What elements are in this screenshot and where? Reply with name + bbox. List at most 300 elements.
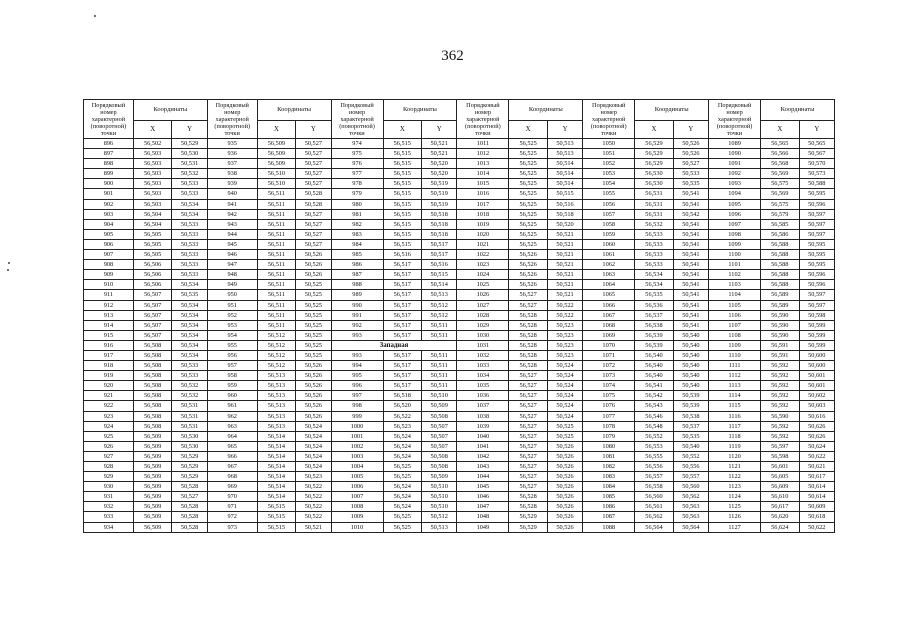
point-number: 986 bbox=[331, 260, 383, 270]
coord-x: 56,524 bbox=[383, 502, 421, 512]
coord-x: 56,523 bbox=[383, 421, 421, 431]
point-number: 1059 bbox=[583, 229, 635, 239]
point-number: 1047 bbox=[457, 502, 509, 512]
point-number: 1031 bbox=[457, 340, 509, 350]
point-number: 914 bbox=[84, 320, 134, 330]
point-number: 1099 bbox=[709, 239, 761, 249]
table-row bbox=[84, 361, 835, 371]
coord-y: 50,527 bbox=[296, 169, 331, 179]
coord-x: 56,586 bbox=[761, 229, 799, 239]
table-body bbox=[84, 139, 835, 533]
point-number: 1027 bbox=[457, 300, 509, 310]
coord-x: 56,590 bbox=[761, 330, 799, 340]
coord-x: 56,513 bbox=[257, 391, 295, 401]
coord-x: 56,517 bbox=[383, 320, 421, 330]
coord-x: 56,509 bbox=[133, 512, 171, 522]
coord-x: 56,513 bbox=[257, 401, 295, 411]
point-number: 1028 bbox=[457, 310, 509, 320]
point-number: 1121 bbox=[709, 462, 761, 472]
table-row bbox=[84, 290, 835, 300]
coord-x: 56,609 bbox=[761, 482, 799, 492]
point-number: 1011 bbox=[457, 139, 509, 149]
coord-y: 50,621 bbox=[799, 462, 834, 472]
scan-speck bbox=[94, 15, 96, 17]
y-header: Y bbox=[673, 121, 708, 139]
coord-x: 56,525 bbox=[383, 472, 421, 482]
point-number: 1045 bbox=[457, 482, 509, 492]
coord-y: 50,523 bbox=[547, 320, 582, 330]
table-row bbox=[84, 209, 835, 219]
coord-x: 56,517 bbox=[383, 371, 421, 381]
point-number: 951 bbox=[207, 300, 257, 310]
coord-y: 50,526 bbox=[547, 512, 582, 522]
coord-x: 56,508 bbox=[133, 350, 171, 360]
coord-x: 56,592 bbox=[761, 381, 799, 391]
point-number: 950 bbox=[207, 290, 257, 300]
coord-x: 56,511 bbox=[257, 280, 295, 290]
point-number: 1009 bbox=[331, 512, 383, 522]
coord-y: 50,523 bbox=[547, 330, 582, 340]
coord-x: 56,525 bbox=[509, 169, 547, 179]
point-number: 977 bbox=[331, 169, 383, 179]
coord-y: 50,522 bbox=[547, 300, 582, 310]
page-number: 362 bbox=[441, 48, 464, 64]
coord-y: 50,513 bbox=[422, 522, 457, 532]
coord-y: 50,521 bbox=[547, 290, 582, 300]
point-number: 934 bbox=[84, 522, 134, 532]
coord-x: 56,522 bbox=[383, 411, 421, 421]
coord-y: 50,541 bbox=[673, 290, 708, 300]
coord-y: 50,521 bbox=[547, 260, 582, 270]
coord-y: 50,563 bbox=[673, 512, 708, 522]
point-number: 940 bbox=[207, 189, 257, 199]
coord-y: 50,526 bbox=[296, 250, 331, 260]
coord-x: 56,532 bbox=[635, 219, 673, 229]
point-number: 1057 bbox=[583, 209, 635, 219]
coord-x: 56,509 bbox=[257, 149, 295, 159]
point-number: 985 bbox=[331, 250, 383, 260]
point-number: 1100 bbox=[709, 250, 761, 260]
point-number: 1018 bbox=[457, 209, 509, 219]
coord-y: 50,510 bbox=[422, 482, 457, 492]
coord-x: 56,598 bbox=[761, 451, 799, 461]
coord-x: 56,524 bbox=[383, 492, 421, 502]
coord-x: 56,517 bbox=[383, 330, 421, 340]
coord-x: 56,511 bbox=[257, 300, 295, 310]
point-number: 978 bbox=[331, 179, 383, 189]
point-number: 1085 bbox=[583, 492, 635, 502]
coord-y: 50,541 bbox=[673, 229, 708, 239]
coord-y: 50,596 bbox=[799, 280, 834, 290]
coord-y: 50,541 bbox=[673, 189, 708, 199]
coord-y: 50,521 bbox=[547, 250, 582, 260]
coord-y: 50,534 bbox=[172, 340, 207, 350]
coord-x: 56,511 bbox=[257, 290, 295, 300]
coord-y: 50,609 bbox=[799, 502, 834, 512]
coord-y: 50,524 bbox=[296, 431, 331, 441]
coord-x: 56,508 bbox=[133, 381, 171, 391]
point-number: 984 bbox=[331, 239, 383, 249]
point-number: 1074 bbox=[583, 381, 635, 391]
coord-x: 56,568 bbox=[761, 159, 799, 169]
point-number: 1087 bbox=[583, 512, 635, 522]
coord-y: 50,534 bbox=[172, 320, 207, 330]
coord-y: 50,528 bbox=[296, 199, 331, 209]
coord-y: 50,530 bbox=[172, 149, 207, 159]
table-row bbox=[84, 472, 835, 482]
coord-y: 50,599 bbox=[799, 330, 834, 340]
coord-y: 50,509 bbox=[422, 472, 457, 482]
coord-x: 56,588 bbox=[761, 260, 799, 270]
coord-y: 50,598 bbox=[799, 310, 834, 320]
point-number: 1086 bbox=[583, 502, 635, 512]
point-number: 1097 bbox=[709, 219, 761, 229]
coord-x: 56,561 bbox=[635, 502, 673, 512]
point-number: 1061 bbox=[583, 250, 635, 260]
point-number: 927 bbox=[84, 451, 134, 461]
coord-x: 56,538 bbox=[635, 320, 673, 330]
coord-y: 50,511 bbox=[422, 371, 457, 381]
coord-x: 56,509 bbox=[257, 159, 295, 169]
point-number: 1067 bbox=[583, 310, 635, 320]
coord-x: 56,517 bbox=[383, 381, 421, 391]
point-number: 1118 bbox=[709, 431, 761, 441]
coord-y: 50,529 bbox=[172, 139, 207, 149]
coord-y: 50,512 bbox=[422, 512, 457, 522]
point-number: 1069 bbox=[583, 330, 635, 340]
coord-y: 50,560 bbox=[673, 482, 708, 492]
coord-y: 50,529 bbox=[172, 451, 207, 461]
coord-y: 50,597 bbox=[799, 229, 834, 239]
point-number: 901 bbox=[84, 189, 134, 199]
coord-x: 56,526 bbox=[509, 280, 547, 290]
coord-y: 50,509 bbox=[422, 401, 457, 411]
coord-y: 50,570 bbox=[799, 159, 834, 169]
point-number: 930 bbox=[84, 482, 134, 492]
point-number: 956 bbox=[207, 350, 257, 360]
coord-y: 50,510 bbox=[422, 391, 457, 401]
point-number: 1073 bbox=[583, 371, 635, 381]
point-number: 919 bbox=[84, 371, 134, 381]
point-number: 1098 bbox=[709, 229, 761, 239]
point-number: 1019 bbox=[457, 219, 509, 229]
coordinates-header: Координаты bbox=[635, 100, 709, 121]
coord-x: 56,527 bbox=[509, 472, 547, 482]
point-number: 1022 bbox=[457, 250, 509, 260]
coord-x: 56,592 bbox=[761, 421, 799, 431]
point-number: 1093 bbox=[709, 179, 761, 189]
coord-y: 50,533 bbox=[172, 239, 207, 249]
point-number: 1090 bbox=[709, 149, 761, 159]
point-number: 969 bbox=[207, 482, 257, 492]
coord-x: 56,507 bbox=[133, 300, 171, 310]
coord-y: 50,528 bbox=[172, 512, 207, 522]
coord-y: 50,541 bbox=[673, 310, 708, 320]
point-number: 1060 bbox=[583, 239, 635, 249]
coord-y: 50,528 bbox=[296, 189, 331, 199]
coord-y: 50,534 bbox=[172, 300, 207, 310]
point-number: 948 bbox=[207, 270, 257, 280]
coord-y: 50,534 bbox=[172, 310, 207, 320]
point-number: 1068 bbox=[583, 320, 635, 330]
coordinates-header: Координаты bbox=[257, 100, 331, 121]
table-row bbox=[84, 229, 835, 239]
coord-y: 50,524 bbox=[547, 381, 582, 391]
coord-x: 56,504 bbox=[133, 209, 171, 219]
coord-x: 56,515 bbox=[383, 159, 421, 169]
point-number: 1120 bbox=[709, 451, 761, 461]
coord-x: 56,589 bbox=[761, 290, 799, 300]
coord-y: 50,523 bbox=[547, 340, 582, 350]
coord-x: 56,508 bbox=[133, 411, 171, 421]
table-row bbox=[84, 270, 835, 280]
coord-y: 50,541 bbox=[673, 260, 708, 270]
point-number: 1026 bbox=[457, 290, 509, 300]
coord-y: 50,532 bbox=[172, 391, 207, 401]
coord-x: 56,527 bbox=[509, 290, 547, 300]
table-row bbox=[84, 199, 835, 209]
coord-x: 56,529 bbox=[635, 139, 673, 149]
coordinates-header: Координаты bbox=[383, 100, 457, 121]
coord-x: 56,502 bbox=[133, 139, 171, 149]
point-number: 974 bbox=[331, 139, 383, 149]
coord-y: 50,526 bbox=[296, 270, 331, 280]
point-number: 990 bbox=[331, 300, 383, 310]
coord-y: 50,514 bbox=[547, 169, 582, 179]
point-number: 1000 bbox=[331, 421, 383, 431]
point-number: 981 bbox=[331, 209, 383, 219]
coord-y: 50,529 bbox=[172, 472, 207, 482]
coord-y: 50,528 bbox=[172, 522, 207, 532]
table-row bbox=[84, 512, 835, 522]
point-number: 993 bbox=[331, 330, 383, 340]
coordinates-header: Координаты bbox=[761, 100, 835, 121]
table-row bbox=[84, 280, 835, 290]
point-number: 1109 bbox=[709, 340, 761, 350]
coord-x: 56,507 bbox=[133, 310, 171, 320]
coord-y: 50,524 bbox=[296, 462, 331, 472]
coord-x: 56,512 bbox=[257, 330, 295, 340]
coord-x: 56,525 bbox=[509, 189, 547, 199]
x-header: X bbox=[257, 121, 295, 139]
table-row bbox=[84, 159, 835, 169]
point-number: 952 bbox=[207, 310, 257, 320]
coord-x: 56,592 bbox=[761, 431, 799, 441]
point-number: 954 bbox=[207, 330, 257, 340]
coordinates-table bbox=[83, 99, 835, 533]
coord-x: 56,529 bbox=[509, 522, 547, 532]
coord-x: 56,528 bbox=[509, 361, 547, 371]
coord-y: 50,595 bbox=[799, 189, 834, 199]
x-header: X bbox=[509, 121, 547, 139]
coord-y: 50,507 bbox=[422, 431, 457, 441]
point-number: 928 bbox=[84, 462, 134, 472]
coord-y: 50,599 bbox=[799, 340, 834, 350]
point-number: 996 bbox=[331, 381, 383, 391]
coord-y: 50,540 bbox=[673, 340, 708, 350]
coord-x: 56,527 bbox=[509, 462, 547, 472]
coord-y: 50,519 bbox=[422, 189, 457, 199]
coord-x: 56,553 bbox=[635, 441, 673, 451]
coord-x: 56,511 bbox=[257, 320, 295, 330]
point-number: 899 bbox=[84, 169, 134, 179]
coord-y: 50,541 bbox=[673, 250, 708, 260]
point-number: 1017 bbox=[457, 199, 509, 209]
coord-y: 50,540 bbox=[673, 381, 708, 391]
coord-x: 56,510 bbox=[257, 169, 295, 179]
coord-y: 50,511 bbox=[422, 320, 457, 330]
coord-x: 56,515 bbox=[383, 169, 421, 179]
point-number: 1024 bbox=[457, 270, 509, 280]
coord-x: 56,537 bbox=[635, 310, 673, 320]
coord-x: 56,526 bbox=[509, 260, 547, 270]
coord-x: 56,564 bbox=[635, 522, 673, 532]
y-header: Y bbox=[547, 121, 582, 139]
coord-y: 50,521 bbox=[547, 270, 582, 280]
coord-y: 50,522 bbox=[296, 492, 331, 502]
coord-y: 50,527 bbox=[296, 229, 331, 239]
point-number: 1114 bbox=[709, 391, 761, 401]
coord-y: 50,588 bbox=[799, 179, 834, 189]
coord-x: 56,525 bbox=[509, 179, 547, 189]
coord-x: 56,591 bbox=[761, 350, 799, 360]
coord-x: 56,515 bbox=[257, 502, 295, 512]
coord-y: 50,535 bbox=[673, 179, 708, 189]
coord-x: 56,528 bbox=[509, 350, 547, 360]
point-number: 944 bbox=[207, 229, 257, 239]
coord-y: 50,527 bbox=[296, 149, 331, 159]
coord-y: 50,541 bbox=[673, 300, 708, 310]
table-row bbox=[84, 139, 835, 149]
coord-x: 56,566 bbox=[761, 149, 799, 159]
coord-y: 50,530 bbox=[172, 441, 207, 451]
point-number: 1083 bbox=[583, 472, 635, 482]
coord-x: 56,507 bbox=[133, 330, 171, 340]
coord-y: 50,526 bbox=[296, 401, 331, 411]
point-number: 1006 bbox=[331, 482, 383, 492]
coord-x: 56,507 bbox=[133, 290, 171, 300]
coord-x: 56,511 bbox=[257, 239, 295, 249]
coord-y: 50,526 bbox=[296, 371, 331, 381]
coord-x: 56,527 bbox=[509, 381, 547, 391]
coord-y: 50,525 bbox=[296, 290, 331, 300]
point-number: 1012 bbox=[457, 149, 509, 159]
coord-y: 50,626 bbox=[799, 421, 834, 431]
coord-x: 56,620 bbox=[761, 512, 799, 522]
coord-x: 56,505 bbox=[133, 250, 171, 260]
point-number: 903 bbox=[84, 209, 134, 219]
coord-y: 50,513 bbox=[547, 149, 582, 159]
point-number: 937 bbox=[207, 159, 257, 169]
point-number: 968 bbox=[207, 472, 257, 482]
coord-x: 56,528 bbox=[509, 330, 547, 340]
coord-y: 50,526 bbox=[296, 260, 331, 270]
coord-x: 56,511 bbox=[257, 209, 295, 219]
point-number: 922 bbox=[84, 401, 134, 411]
coord-y: 50,540 bbox=[673, 350, 708, 360]
point-number: 1102 bbox=[709, 270, 761, 280]
coord-x: 56,555 bbox=[635, 451, 673, 461]
coord-x: 56,508 bbox=[133, 421, 171, 431]
point-number: 947 bbox=[207, 260, 257, 270]
point-number: 1077 bbox=[583, 411, 635, 421]
point-number: 1123 bbox=[709, 482, 761, 492]
x-header: X bbox=[761, 121, 799, 139]
point-number: 1075 bbox=[583, 391, 635, 401]
coord-x: 56,505 bbox=[133, 229, 171, 239]
coord-x: 56,540 bbox=[635, 371, 673, 381]
coord-y: 50,533 bbox=[172, 260, 207, 270]
point-number: 1002 bbox=[331, 441, 383, 451]
coord-x: 56,518 bbox=[383, 391, 421, 401]
coord-y: 50,534 bbox=[172, 209, 207, 219]
coord-y: 50,532 bbox=[172, 169, 207, 179]
coord-y: 50,597 bbox=[799, 209, 834, 219]
coord-y: 50,508 bbox=[422, 462, 457, 472]
coord-y: 50,597 bbox=[799, 300, 834, 310]
point-number: 1055 bbox=[583, 189, 635, 199]
coord-y: 50,520 bbox=[422, 169, 457, 179]
point-number: 966 bbox=[207, 451, 257, 461]
coord-y: 50,533 bbox=[172, 361, 207, 371]
coord-x: 56,515 bbox=[383, 139, 421, 149]
coord-y: 50,511 bbox=[422, 330, 457, 340]
coord-x: 56,528 bbox=[509, 492, 547, 502]
coord-y: 50,507 bbox=[422, 441, 457, 451]
coord-x: 56,540 bbox=[635, 350, 673, 360]
coord-y: 50,616 bbox=[799, 411, 834, 421]
point-number: 945 bbox=[207, 239, 257, 249]
table-row bbox=[84, 391, 835, 401]
point-number: 1021 bbox=[457, 239, 509, 249]
point-number: 1078 bbox=[583, 421, 635, 431]
coord-y: 50,533 bbox=[172, 371, 207, 381]
coord-y: 50,510 bbox=[422, 492, 457, 502]
coord-x: 56,588 bbox=[761, 280, 799, 290]
coord-x: 56,509 bbox=[257, 139, 295, 149]
coord-y: 50,538 bbox=[673, 411, 708, 421]
point-number: 961 bbox=[207, 401, 257, 411]
point-number: 949 bbox=[207, 280, 257, 290]
coord-x: 56,541 bbox=[635, 381, 673, 391]
table-row bbox=[84, 522, 835, 532]
point-number: 1036 bbox=[457, 391, 509, 401]
coord-x: 56,527 bbox=[509, 441, 547, 451]
point-number: 910 bbox=[84, 280, 134, 290]
coord-y: 50,523 bbox=[547, 350, 582, 360]
coord-y: 50,522 bbox=[296, 482, 331, 492]
coord-y: 50,525 bbox=[296, 350, 331, 360]
point-number: 1010 bbox=[331, 522, 383, 532]
coord-x: 56,592 bbox=[761, 361, 799, 371]
coord-y: 50,531 bbox=[172, 401, 207, 411]
coord-x: 56,562 bbox=[635, 512, 673, 522]
point-number: 1119 bbox=[709, 441, 761, 451]
point-number: 926 bbox=[84, 441, 134, 451]
coord-y: 50,516 bbox=[422, 260, 457, 270]
point-number: 1033 bbox=[457, 361, 509, 371]
point-number: 909 bbox=[84, 270, 134, 280]
table-row bbox=[84, 260, 835, 270]
coord-y: 50,540 bbox=[673, 441, 708, 451]
coord-x: 56,592 bbox=[761, 401, 799, 411]
point-number: 975 bbox=[331, 149, 383, 159]
coord-y: 50,537 bbox=[673, 421, 708, 431]
table-row bbox=[84, 149, 835, 159]
coord-y: 50,526 bbox=[296, 361, 331, 371]
coord-x: 56,575 bbox=[761, 199, 799, 209]
coord-y: 50,526 bbox=[296, 391, 331, 401]
